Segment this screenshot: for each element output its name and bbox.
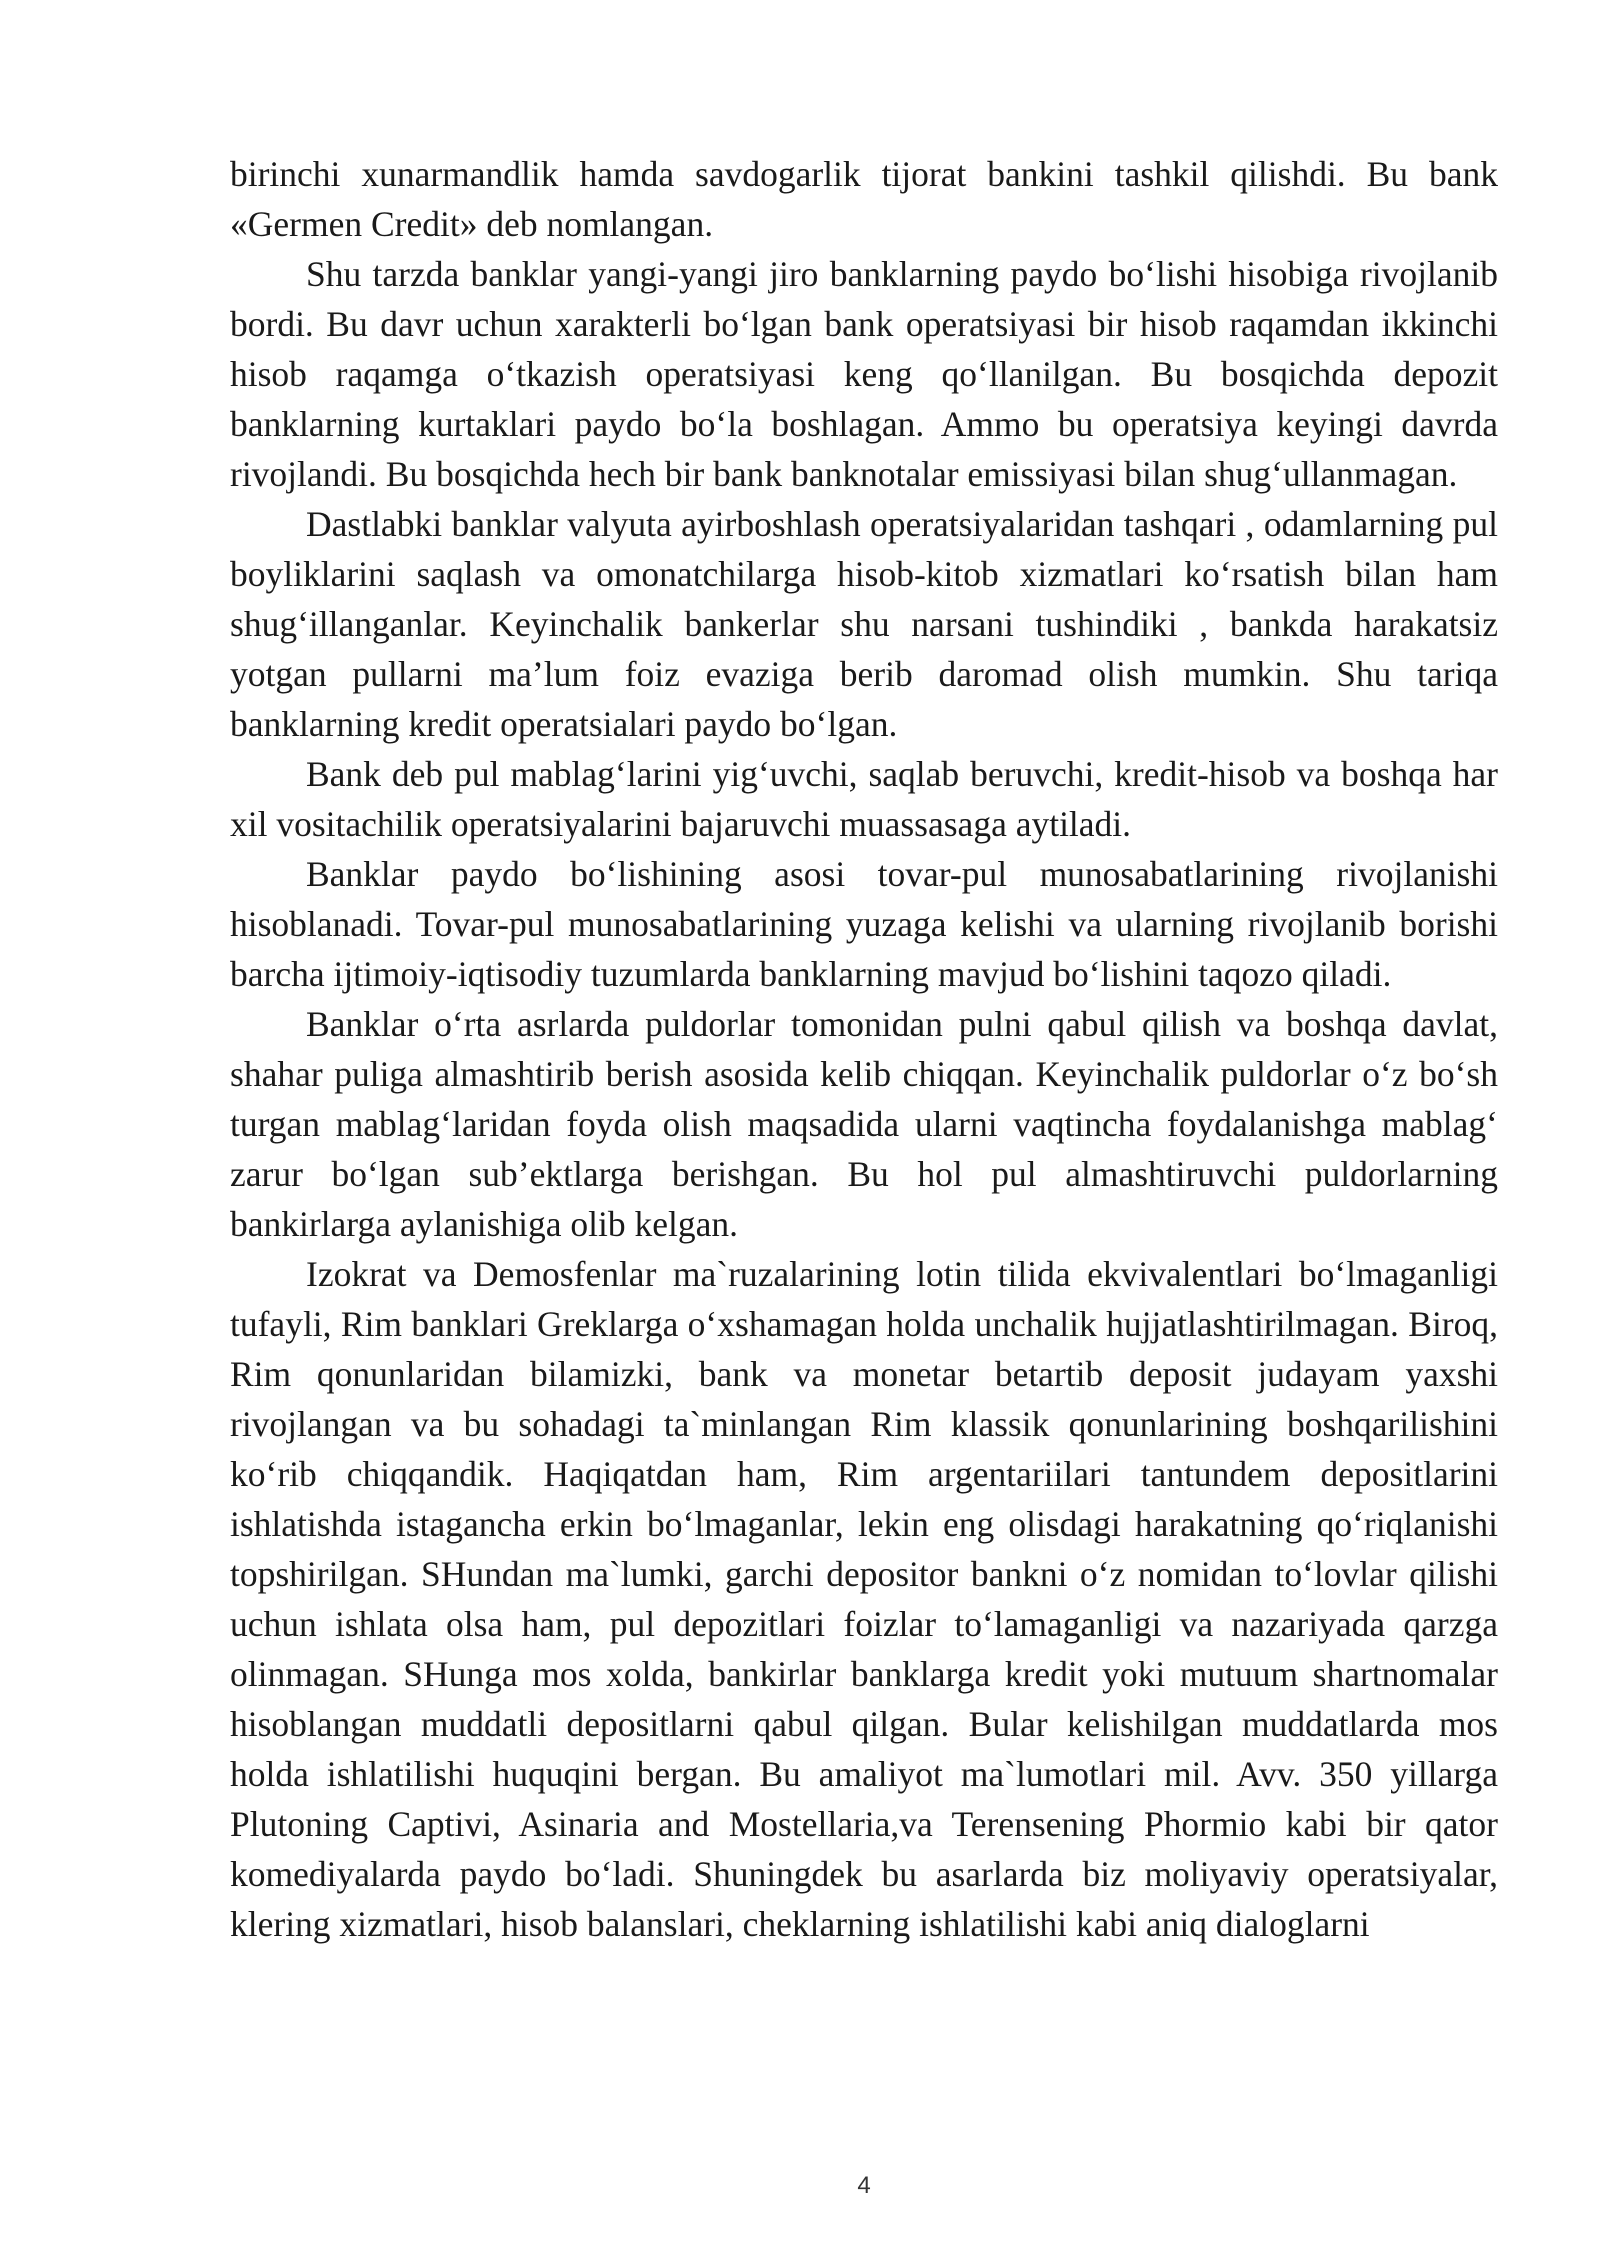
paragraph: Izokrat va Demosfenlar ma`ruzalarining lotin tilida ekvivalentlari bo‘lmaganligi tufayli, Rim banklari Greklarga o‘xshamagan holda unchalik hujjatlashtirilmagan. Biroq, Rim qonunlaridan bilamizki, bank va monetar betartib deposit judayam yaxshi rivojlangan va bu sohadagi ta`minlangan Rim klassik qonunlarining boshqarilishini ko‘rib chiqqandik. Haqiqatdan ham, Rim argentariilari tantundem depositlarini ishlatishda istagancha erkin bo‘lmaganlar, lekin eng olisdagi harakatning qo‘riqlanishi topshirilgan. SHundan ma`lumki, garchi depositor bankni o‘z nomidan to‘lovlar qilishi uchun ishlata olsa ham, pul depozitlari foizlar to‘lamaganligi va nazariyada qarzga olinmagan. SHunga mos xolda, bankirlar banklarga kredit yoki mutuum shartnomalar hisoblangan muddatli depositlarni qabul qilgan. Bular kelishilgan muddatlarda mos holda ishlatilishi huquqini bergan. Bu amaliyot ma`lumotlari mil. Avv. 350 yillarga Plutoning Captivi, Asinaria and Mostellaria,va Terensening Phormio kabi bir qator komediyalarda paydo bo‘ladi. Shuningdek bu asarlarda biz moliyaviy operatsiyalar, klering xizmatlari, hisob balanslari, cheklarning ishlatilishi kabi aniq dialoglarni — [230, 1254, 1498, 1944]
paragraph: Banklar o‘rta asrlarda puldorlar tomonidan pulni qabul qilish va boshqa davlat, shahar puliga almashtirib berish asosida kelib chiqqan. Keyinchalik puldorlar o‘z bo‘sh turgan mablag‘laridan foyda olish maqsadida ularni vaqtincha foydalanishga mablag‘ zarur bo‘lgan sub’ektlarga berishgan. Bu hol pul almashtiruvchi puldorlarning bankirlarga aylanishiga olib kelgan. — [230, 1004, 1498, 1244]
paragraph: Dastlabki banklar valyuta ayirboshlash operatsiyalaridan tashqari , odamlarning pul boyliklarini saqlash va omonatchilarga hisob-kitob xizmatlari ko‘rsatish bilan ham shug‘illanganlar. Keyinchalik bankerlar shu narsani tushindiki , bankda harakatsiz yotgan pullarni ma’lum foiz evaziga berib daromad olish mumkin. Shu tariqa banklarning kredit operatsialari paydo bo‘lgan. — [230, 504, 1498, 744]
body-text — [230, 149, 1498, 1949]
paragraph: Shu tarzda banklar yangi-yangi jiro banklarning paydo bo‘lishi hisobiga rivojlanib bordi. Bu davr uchun xarakterli bo‘lgan bank operatsiyasi bir hisob raqamdan ikkinchi hisob raqamga o‘tkazish operatsiyasi keng qo‘llanilgan. Bu bosqichda depozit banklarning kurtaklari paydo bo‘la boshlagan. Ammo bu operatsiya keyingi davrda rivojlandi. Bu bosqichda hech bir bank banknotalar emissiyasi bilan shug‘ullanmagan. — [230, 254, 1498, 494]
page-number: 4 — [857, 2172, 871, 2199]
paragraph: Bank deb pul mablag‘larini yig‘uvchi, saqlab beruvchi, kredit-hisob va boshqa har xil vositachilik operatsiyalarini bajaruvchi muassasaga aytiladi. — [230, 754, 1498, 844]
paragraph: Banklar paydo bo‘lishining asosi tovar-pul munosabatlarining rivojlanishi hisoblanadi. Tovar-pul munosabatlarining yuzaga kelishi va ularning rivojlanib borishi barcha ijtimoiy-iqtisodiy tuzumlarda banklarning mavjud bo‘lishini taqozo qiladi. — [230, 854, 1498, 994]
paragraph-continued: birinchi xunarmandlik hamda savdogarlik tijorat bankini tashkil qilishdi. Bu bank «Germen Credit» deb nomlangan. — [230, 154, 1498, 244]
